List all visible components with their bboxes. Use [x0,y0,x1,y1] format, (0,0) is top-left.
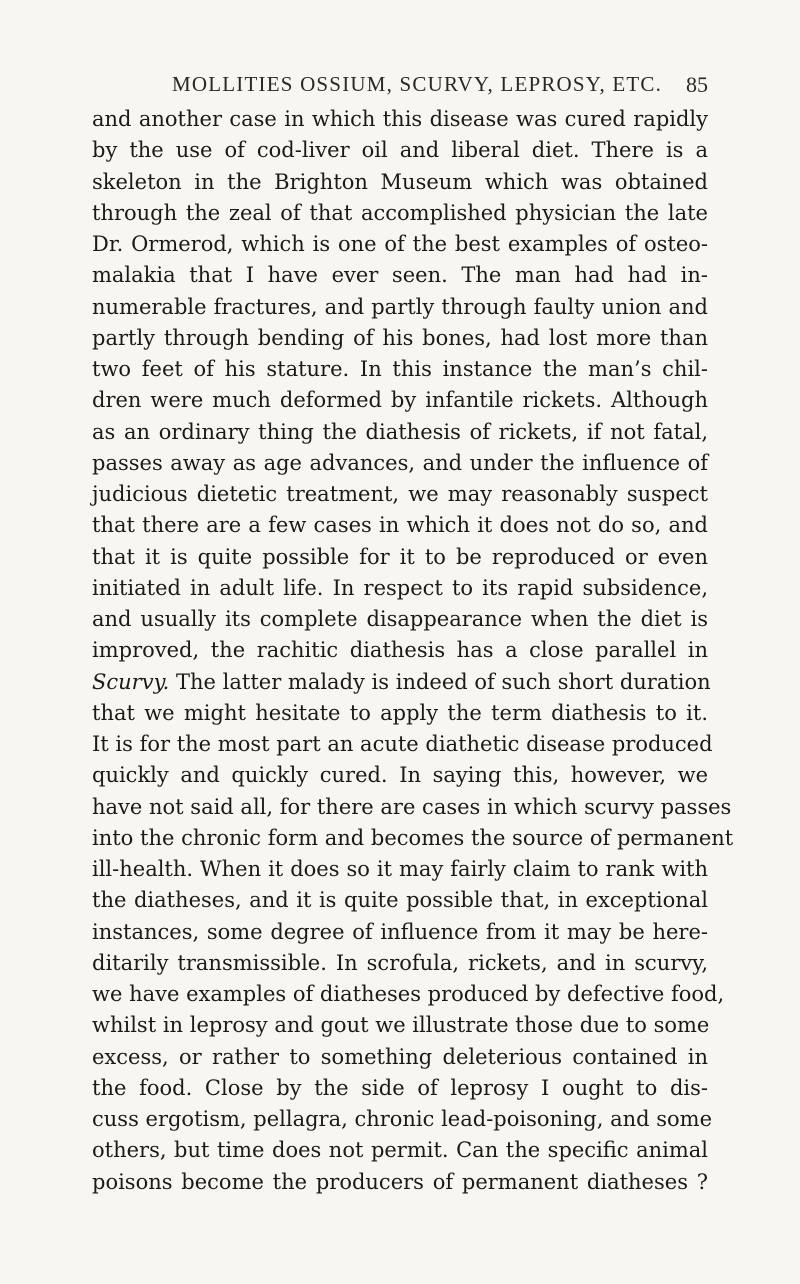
text-line: have not said all, for there are cases in which scurvy passes [92,794,732,819]
text-line: numerable fractures, and partly through faulty union and [92,294,708,319]
page-number: 85 [686,72,708,97]
text-line-last: poisons become the producers of permanent diatheses ? [92,1169,708,1194]
text-line: partly through bending of his bones, had lost more than [92,325,708,350]
text-line: ill-health. When it does so it may fairly claim to rank with [92,857,708,881]
text-line: dren were much deformed by infantile rickets. Although [92,388,708,413]
text-line-rest: The latter malady is indeed of such short duration [176,669,711,694]
text-line: excess, or rather to something deleterious contained in [92,1044,708,1069]
text-line: that there are a few cases in which it does not do so, and [92,513,708,538]
text-line-with-italic [92,667,711,698]
text-line: passes away as age advances, and under the influence of [92,450,708,475]
text-line: judicious dietetic treatment, we may reasonably suspect [92,482,708,506]
text-line: into the chronic form and becomes the source of permanent [92,825,734,850]
body-text [92,104,734,1198]
running-head: MOLLITIES OSSIUM, SCURVY, LEPROSY, ETC. [172,72,663,96]
text-line: quickly and quickly cured. In saying this, however, we [92,763,708,788]
text-line: and another case in which this disease was cured rapidly [92,107,708,131]
text-line: cuss ergotism, pellagra, chronic lead-poisoning, and some [92,1107,712,1131]
text-line: the food. Close by the side of leprosy I ought to dis- [92,1075,708,1100]
text-line: skeleton in the Brighton Museum which was obtained [92,169,708,194]
text-line: the diatheses, and it is quite possible that, in exceptional [92,888,708,913]
text-line: that it is quite possible for it to be reproduced or even [92,544,708,569]
text-line: improved, the rachitic diathesis has a close parallel in [92,638,708,663]
text-line: and usually its complete disappearance when the diet is [92,607,708,631]
text-line: two feet of his stature. In this instance the man’s chil- [92,357,708,381]
page-header [172,72,708,102]
text-line: Dr. Ormerod, which is one of the best examples of osteo- [92,232,708,256]
italic-term: Scurvy. [92,669,170,694]
text-line: through the zeal of that accomplished physician the late [92,200,708,225]
text-line: as an ordinary thing the diathesis of rickets, if not fatal, [92,419,708,444]
text-line: by the use of cod-liver oil and liberal diet. There is a [92,138,708,163]
text-line: instances, some degree of influence from it may be here- [92,919,708,944]
text-line: malakia that I have ever seen. The man had had in- [92,263,708,288]
text-line: It is for the most part an acute diathetic disease produced [92,732,713,756]
text-line: that we might hesitate to apply the term diathesis to it. [92,700,708,725]
text-line: whilst in leprosy and gout we illustrate those due to some [92,1013,710,1038]
text-line: initiated in adult life. In respect to its rapid subsidence, [92,575,708,600]
text-line: others, but time does not permit. Can the specific animal [92,1138,708,1163]
text-line: ditarily transmissible. In scrofula, rickets, and in scurvy, [92,950,708,975]
text-line: we have examples of diatheses produced by defective food, [92,982,725,1006]
